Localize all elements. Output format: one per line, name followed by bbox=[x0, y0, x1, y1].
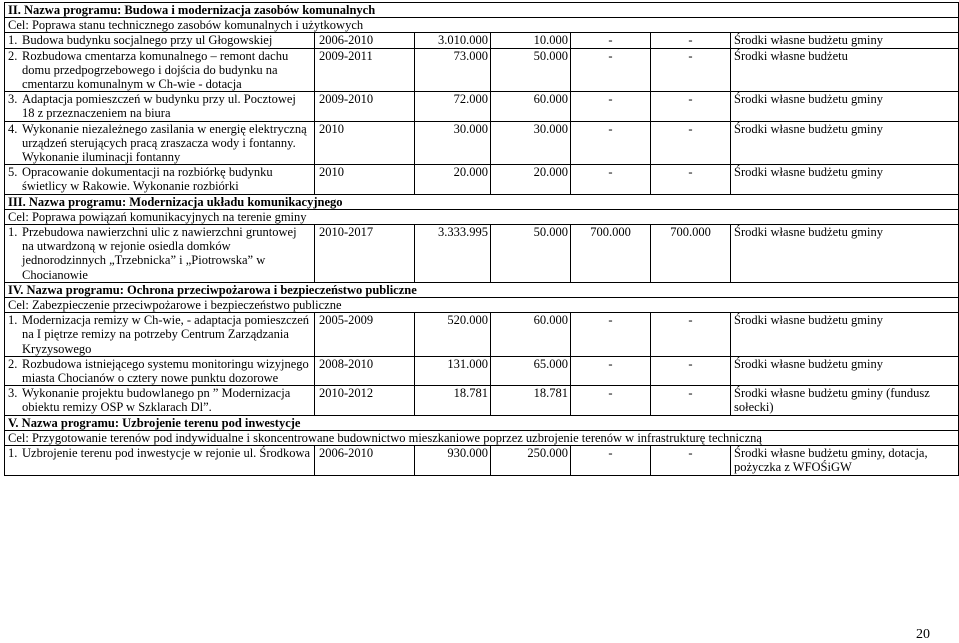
task-name: Przebudowa nawierzchni ulic z nawierzchni gruntowej na utwardzoną w rejonie osiedla domków jednorodzinnych „Trzebnicka” i „Piotrowska” w Chocianowie bbox=[22, 225, 297, 282]
task-name: Adaptacja pomieszczeń w budynku przy ul. Pocztowej 18 z przeznaczeniem na biura bbox=[22, 92, 296, 121]
task-year-2-amount: - bbox=[571, 48, 651, 92]
task-total-cost: 30.000 bbox=[415, 121, 491, 165]
task-period: 2008-2010 bbox=[315, 356, 415, 385]
investment-table bbox=[4, 2, 959, 476]
task-funding-source: Środki własne budżetu gminy bbox=[731, 92, 959, 121]
task-year-3-amount: - bbox=[651, 165, 731, 194]
task-period: 2005-2009 bbox=[315, 313, 415, 357]
task-period: 2010-2017 bbox=[315, 225, 415, 283]
task-year-1-amount: 20.000 bbox=[491, 165, 571, 194]
section-heading: IV. Nazwa programu: Ochrona przeciwpożarowa i bezpieczeństwo publiczne bbox=[5, 282, 959, 297]
section-goal: Cel: Poprawa stanu technicznego zasobów komunalnych i użytkowych bbox=[5, 18, 959, 33]
task-number: 5. bbox=[8, 165, 18, 180]
task-total-cost: 930.000 bbox=[415, 446, 491, 475]
task-year-2-amount: - bbox=[571, 121, 651, 165]
task-name: Modernizacja remizy w Ch-wie, - adaptacja pomieszczeń na I piętrze remizy na potrzeby Centrum Zarządzania Kryzysowego bbox=[22, 313, 310, 356]
table-row bbox=[5, 446, 959, 475]
task-name-cell bbox=[5, 446, 315, 475]
task-year-2-amount: - bbox=[571, 386, 651, 415]
task-year-1-amount: 10.000 bbox=[491, 33, 571, 48]
task-funding-source: Środki własne budżetu gminy bbox=[731, 165, 959, 194]
section-goal-row bbox=[5, 430, 959, 445]
task-year-3-amount: - bbox=[651, 121, 731, 165]
task-year-3-amount: - bbox=[651, 446, 731, 475]
task-number: 3. bbox=[8, 386, 18, 401]
task-year-1-amount: 65.000 bbox=[491, 356, 571, 385]
task-year-2-amount: - bbox=[571, 92, 651, 121]
task-period: 2006-2010 bbox=[315, 33, 415, 48]
task-name-cell bbox=[5, 313, 315, 357]
section-heading: V. Nazwa programu: Uzbrojenie terenu pod inwestycje bbox=[5, 415, 959, 430]
task-period: 2010 bbox=[315, 121, 415, 165]
task-name: Wykonanie projektu budowlanego pn ” Modernizacja obiektu remizy OSP w Szklarach Dl”. bbox=[22, 386, 291, 415]
task-year-3-amount: 700.000 bbox=[651, 225, 731, 283]
task-name-cell bbox=[5, 92, 315, 121]
task-name: Budowa budynku socjalnego przy ul Głogowskiej bbox=[22, 33, 273, 48]
table-row bbox=[5, 121, 959, 165]
task-funding-source: Środki własne budżetu gminy bbox=[731, 313, 959, 357]
task-number: 2. bbox=[8, 48, 18, 63]
task-year-3-amount: - bbox=[651, 386, 731, 415]
task-number: 2. bbox=[8, 356, 18, 371]
section-goal-row bbox=[5, 209, 959, 224]
task-period: 2009-2010 bbox=[315, 92, 415, 121]
section-heading: II. Nazwa programu: Budowa i modernizacja zasobów komunalnych bbox=[5, 3, 959, 18]
section-goal-row bbox=[5, 18, 959, 33]
task-name: Opracowanie dokumentacji na rozbiórkę budynku świetlicy w Rakowie. Wykonanie rozbiórki bbox=[22, 165, 273, 194]
task-year-2-amount: - bbox=[571, 313, 651, 357]
task-period: 2010-2012 bbox=[315, 386, 415, 415]
task-funding-source: Środki własne budżetu gminy bbox=[731, 225, 959, 283]
section-heading-row bbox=[5, 282, 959, 297]
task-name: Rozbudowa cmentarza komunalnego – remont dachu domu przedpogrzebowego i dojścia do budynku na cmentarzu komunalnym w Ch-wie - dotacja bbox=[22, 48, 289, 92]
task-funding-source: Środki własne budżetu bbox=[731, 48, 959, 92]
table-row bbox=[5, 313, 959, 357]
task-year-2-amount: 700.000 bbox=[571, 225, 651, 283]
task-year-2-amount: - bbox=[571, 446, 651, 475]
task-number: 1. bbox=[8, 225, 18, 240]
task-funding-source: Środki własne budżetu gminy bbox=[731, 356, 959, 385]
section-heading-row bbox=[5, 3, 959, 18]
task-year-3-amount: - bbox=[651, 313, 731, 357]
document-page bbox=[4, 2, 958, 642]
task-name-cell bbox=[5, 356, 315, 385]
task-year-3-amount: - bbox=[651, 92, 731, 121]
task-funding-source: Środki własne budżetu gminy, dotacja, pożyczka z WFOŚiGW bbox=[731, 446, 959, 475]
task-year-3-amount: - bbox=[651, 33, 731, 48]
section-heading-row bbox=[5, 194, 959, 209]
table-row bbox=[5, 386, 959, 415]
task-number: 4. bbox=[8, 121, 18, 136]
task-total-cost: 73.000 bbox=[415, 48, 491, 92]
task-total-cost: 20.000 bbox=[415, 165, 491, 194]
task-number: 1. bbox=[8, 446, 18, 461]
task-year-1-amount: 60.000 bbox=[491, 92, 571, 121]
task-total-cost: 3.333.995 bbox=[415, 225, 491, 283]
task-year-3-amount: - bbox=[651, 356, 731, 385]
task-total-cost: 18.781 bbox=[415, 386, 491, 415]
task-total-cost: 3.010.000 bbox=[415, 33, 491, 48]
section-goal-row bbox=[5, 298, 959, 313]
task-total-cost: 72.000 bbox=[415, 92, 491, 121]
table-row bbox=[5, 48, 959, 92]
section-goal: Cel: Przygotowanie terenów pod indywidualne i skoncentrowane budownictwo mieszkaniowe poprzez uzbrojenie terenów w infrastrukturę techniczną bbox=[5, 430, 959, 445]
task-year-1-amount: 60.000 bbox=[491, 313, 571, 357]
section-heading: III. Nazwa programu: Modernizacja układu komunikacyjnego bbox=[5, 194, 959, 209]
table-row bbox=[5, 225, 959, 283]
section-goal: Cel: Poprawa powiązań komunikacyjnych na terenie gminy bbox=[5, 209, 959, 224]
task-year-2-amount: - bbox=[571, 356, 651, 385]
task-name-cell bbox=[5, 165, 315, 194]
table-row bbox=[5, 165, 959, 194]
task-name: Rozbudowa istniejącego systemu monitoringu wizyjnego miasta Chocianów o cztery nowe punktu dozorowe bbox=[22, 356, 309, 386]
task-year-2-amount: - bbox=[571, 165, 651, 194]
task-funding-source: Środki własne budżetu gminy bbox=[731, 33, 959, 48]
table-row bbox=[5, 33, 959, 48]
task-year-1-amount: 18.781 bbox=[491, 386, 571, 415]
task-year-3-amount: - bbox=[651, 48, 731, 92]
task-year-1-amount: 50.000 bbox=[491, 225, 571, 283]
task-name-cell bbox=[5, 225, 315, 283]
task-name: Uzbrojenie terenu pod inwestycje w rejonie ul. Środkowa bbox=[22, 446, 311, 461]
section-heading-row bbox=[5, 415, 959, 430]
task-total-cost: 520.000 bbox=[415, 313, 491, 357]
task-number: 1. bbox=[8, 33, 18, 48]
task-number: 1. bbox=[8, 313, 18, 328]
task-number: 3. bbox=[8, 92, 18, 107]
task-year-1-amount: 250.000 bbox=[491, 446, 571, 475]
task-funding-source: Środki własne budżetu gminy bbox=[731, 121, 959, 165]
task-name-cell bbox=[5, 48, 315, 92]
task-total-cost: 131.000 bbox=[415, 356, 491, 385]
table-row bbox=[5, 92, 959, 121]
task-period: 2006-2010 bbox=[315, 446, 415, 475]
task-period: 2009-2011 bbox=[315, 48, 415, 92]
section-goal: Cel: Zabezpieczenie przeciwpożarowe i bezpieczeństwo publiczne bbox=[5, 298, 959, 313]
task-funding-source: Środki własne budżetu gminy (fundusz sołecki) bbox=[731, 386, 959, 415]
table-row bbox=[5, 356, 959, 385]
task-name-cell bbox=[5, 121, 315, 165]
task-year-2-amount: - bbox=[571, 33, 651, 48]
task-name-cell bbox=[5, 33, 315, 48]
task-year-1-amount: 50.000 bbox=[491, 48, 571, 92]
task-year-1-amount: 30.000 bbox=[491, 121, 571, 165]
task-period: 2010 bbox=[315, 165, 415, 194]
page-number: 20 bbox=[916, 627, 930, 642]
task-name: Wykonanie niezależnego zasilania w energię elektryczną urządzeń sterujących pracą zraszacza wody i fontanny. Wykonanie iluminacji fontanny bbox=[22, 121, 307, 165]
task-name-cell bbox=[5, 386, 315, 415]
